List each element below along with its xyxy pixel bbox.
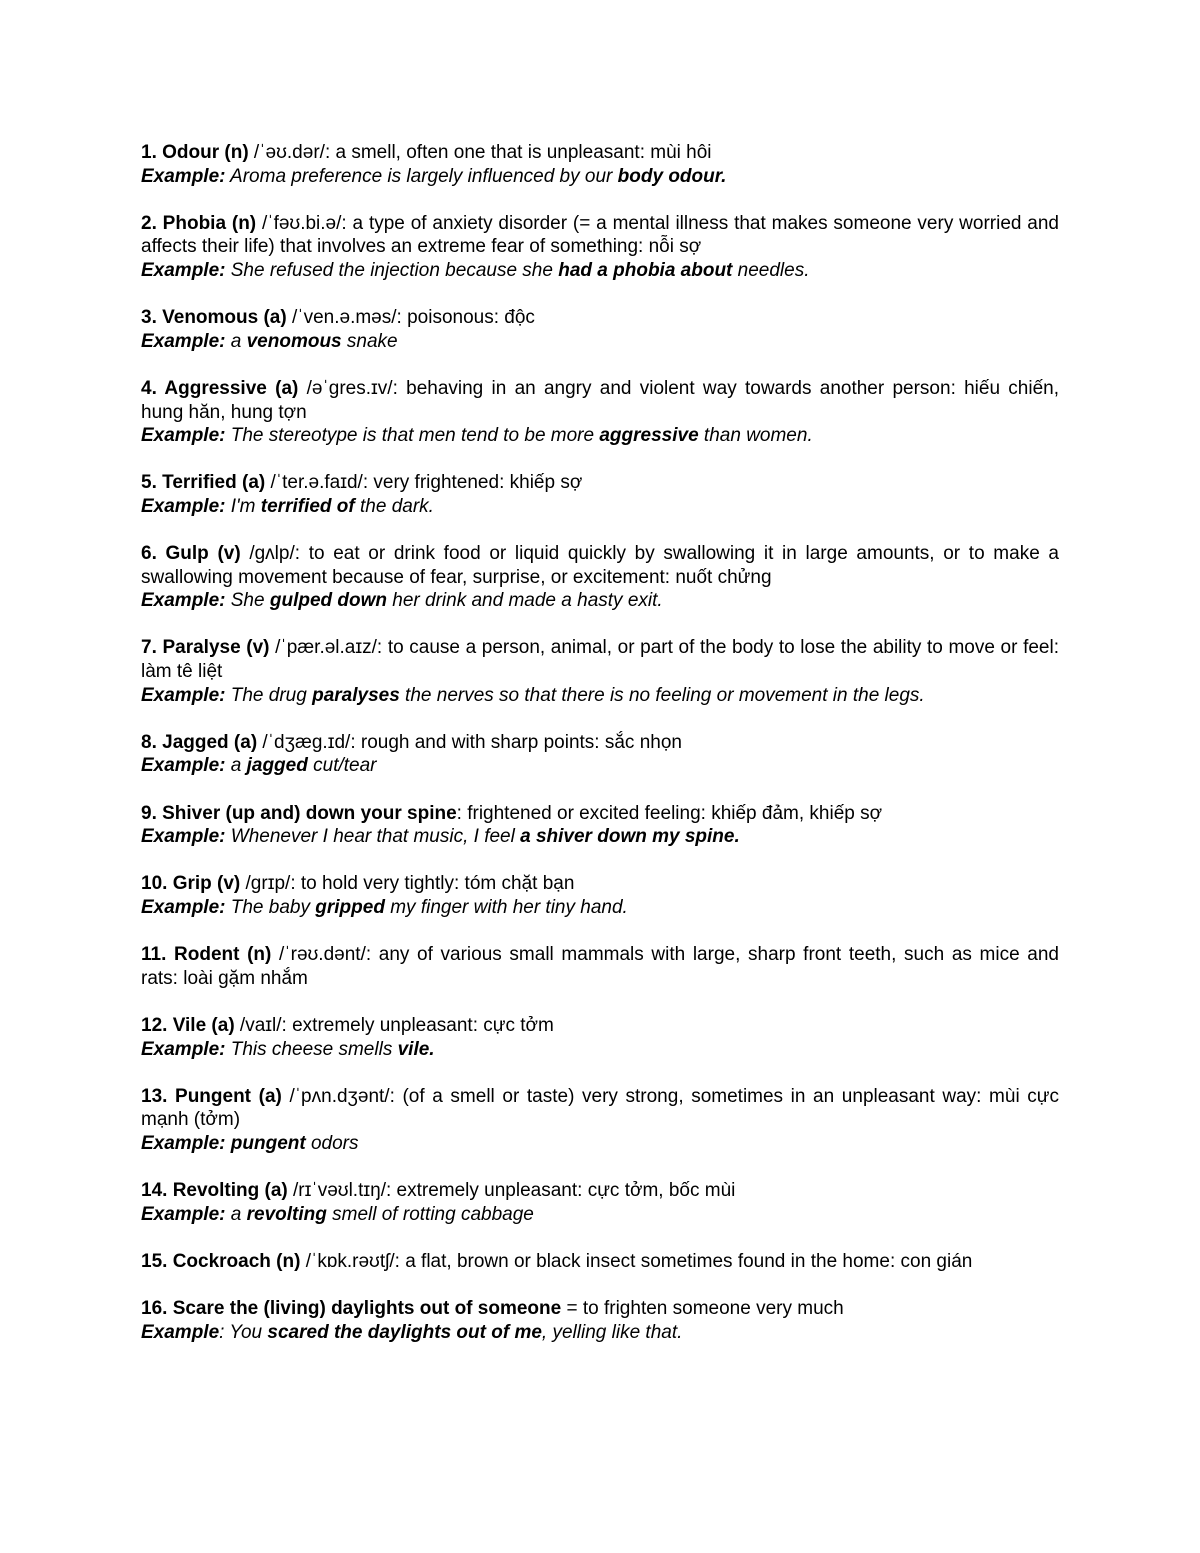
vocab-entry xyxy=(141,306,1059,353)
definition-line xyxy=(141,1014,1059,1038)
vocab-entry xyxy=(141,802,1059,849)
example-label: Example: xyxy=(141,425,226,447)
vocab-entry xyxy=(141,872,1059,919)
example-line xyxy=(141,825,1059,849)
headword: 12. Vile (a) xyxy=(141,1014,235,1036)
example-line xyxy=(141,754,1059,778)
headword: 1. Odour (n) xyxy=(141,142,249,163)
vocab-entry xyxy=(141,731,1059,778)
example-text: the dark. xyxy=(354,495,434,517)
example-text: cut/tear xyxy=(307,755,377,777)
example-label: Example xyxy=(141,1321,220,1343)
definition-line xyxy=(141,636,1059,683)
vocabulary-document xyxy=(141,141,1059,1368)
headword: 9. Shiver (up and) down your spine xyxy=(141,802,457,824)
definition-line xyxy=(141,471,1059,495)
definition: : a smell, often one that is unpleasant: mùi hôi xyxy=(324,142,712,163)
example-highlight: a shiver down my spine. xyxy=(520,826,740,848)
example-label: Example: xyxy=(141,259,226,281)
example-line xyxy=(141,165,1059,189)
example-line xyxy=(141,1203,1059,1227)
vocab-entry xyxy=(141,1297,1059,1344)
example-label: Example: xyxy=(141,330,226,352)
example-line xyxy=(141,684,1059,708)
definition-line xyxy=(141,212,1059,259)
example-highlight: vile. xyxy=(397,1038,435,1060)
definition: : to hold very tightly: tóm chặt bạn xyxy=(290,873,575,895)
example-text: The baby xyxy=(225,897,316,918)
headword: 2. Phobia (n) xyxy=(141,212,257,234)
example-line xyxy=(141,896,1059,920)
pronunciation: /ˈter.ə.faɪd/ xyxy=(265,472,363,494)
definition-line xyxy=(141,377,1059,424)
example-text: Whenever I hear that music, I feel xyxy=(225,826,521,848)
definition: : a flat, brown or black insect sometimes found in the home: con gián xyxy=(394,1250,973,1272)
example-label: Example: xyxy=(141,755,226,777)
example-label: Example: xyxy=(141,165,226,187)
vocab-entry xyxy=(141,471,1059,518)
definition: : extremely unpleasant: cực tởm, bốc mùi xyxy=(385,1180,736,1202)
headword: 6. Gulp (v) xyxy=(141,543,241,565)
example-line xyxy=(141,1038,1059,1062)
example-line xyxy=(141,589,1059,613)
pronunciation: /ˈdʒæɡ.ɪd/ xyxy=(257,731,351,753)
headword: 5. Terrified (a) xyxy=(141,472,266,494)
pronunciation: /ˈpær.əl.aɪz/ xyxy=(269,637,377,659)
example-label: Example: xyxy=(141,1132,226,1154)
vocab-entry xyxy=(141,636,1059,707)
example-text: my finger with her tiny hand. xyxy=(384,897,628,918)
definition: : extremely unpleasant: cực tởm xyxy=(281,1014,554,1036)
example-highlight: venomous xyxy=(246,330,342,352)
example-highlight: paralyses xyxy=(312,684,400,706)
definition: : behaving in an angry and violent way towards another person: hiếu chiến, hung hăn, hung tợn xyxy=(141,377,1059,423)
definition: : a type of anxiety disorder (= a mental illness that makes someone very worried and affects their life) that involves an extreme fear of something: nỗi sợ xyxy=(141,212,1059,258)
example-text: her drink and made a hasty exit. xyxy=(387,590,663,612)
headword: 13. Pungent (a) xyxy=(141,1085,282,1107)
vocab-entry xyxy=(141,377,1059,448)
headword: 14. Revolting (a) xyxy=(141,1180,288,1202)
definition-line xyxy=(141,1179,1059,1203)
definition-line xyxy=(141,872,1059,896)
definition: : to cause a person, animal, or part of the body to lose the ability to move or feel: làm tê liệt xyxy=(141,637,1059,683)
example-highlight: had a phobia about xyxy=(558,259,733,281)
example-text: a xyxy=(225,1203,247,1225)
example-text: Aroma preference is largely influenced by our xyxy=(225,165,618,187)
definition: : poisonous: độc xyxy=(396,307,535,329)
pronunciation: /ɡʌlp/ xyxy=(240,543,295,565)
example-highlight: gulped down xyxy=(269,590,388,612)
example-text: odors xyxy=(305,1132,359,1154)
example-text: This cheese smells xyxy=(225,1038,398,1060)
pronunciation: /ˈpʌn.dʒənt/ xyxy=(281,1085,390,1107)
headword: 3. Venomous (a) xyxy=(141,307,287,329)
pronunciation: /ˈven.ə.məs/ xyxy=(286,307,397,329)
example-text: snake xyxy=(341,330,398,352)
definition: : any of various small mammals with large, sharp front teeth, such as mice and rats: loài gặm nhắm xyxy=(141,944,1059,989)
headword: 7. Paralyse (v) xyxy=(141,637,270,659)
example-line xyxy=(141,495,1059,519)
definition-line xyxy=(141,1297,1059,1321)
example-label: Example: xyxy=(141,590,226,612)
definition-line xyxy=(141,802,1059,826)
headword: 8. Jagged (a) xyxy=(141,731,258,753)
definition-line xyxy=(141,542,1059,589)
example-line xyxy=(141,424,1059,448)
definition-line xyxy=(141,731,1059,755)
example-label: Example: xyxy=(141,826,226,848)
definition-line xyxy=(141,1085,1059,1132)
definition-line xyxy=(141,943,1059,990)
example-label: Example: xyxy=(141,1203,226,1225)
example-label: Example: xyxy=(141,897,226,918)
example-highlight: aggressive xyxy=(599,425,699,447)
pronunciation: /ˈkɒk.rəʊtʃ/ xyxy=(300,1250,395,1272)
example-text: a xyxy=(225,755,247,777)
pronunciation: /rɪˈvəʊl.tɪŋ/ xyxy=(287,1180,386,1202)
pronunciation: /ˈəʊ.dər/ xyxy=(248,142,325,163)
example-text: smell of rotting cabbage xyxy=(326,1203,534,1225)
vocab-entry xyxy=(141,141,1059,188)
definition: = to frighten someone very much xyxy=(561,1298,844,1320)
example-line xyxy=(141,1132,1059,1156)
example-text: the nerves so that there is no feeling or movement in the legs. xyxy=(399,684,925,706)
example-label: Example: xyxy=(141,1038,226,1060)
example-highlight: body odour. xyxy=(617,165,727,187)
example-text: She xyxy=(225,590,270,612)
example-highlight: pungent xyxy=(230,1132,306,1154)
vocab-entry xyxy=(141,212,1059,283)
example-highlight: jagged xyxy=(246,755,308,777)
example-highlight: revolting xyxy=(246,1203,327,1225)
example-text: needles. xyxy=(732,259,810,281)
definition: : very frightened: khiếp sợ xyxy=(362,472,583,494)
definition: : frightened or excited feeling: khiếp đảm, khiếp sợ xyxy=(456,802,883,824)
example-line xyxy=(141,259,1059,283)
headword: 15. Cockroach (n) xyxy=(141,1250,301,1272)
example-label: Example: xyxy=(141,495,226,517)
pronunciation: /ˈfəʊ.bi.ə/ xyxy=(256,212,342,234)
pronunciation: /əˈɡres.ɪv/ xyxy=(298,377,393,399)
headword: 11. Rodent (n) xyxy=(141,944,272,966)
example-text: , yelling like that. xyxy=(541,1321,683,1343)
headword: 10. Grip (v) xyxy=(141,873,241,895)
vocab-entry xyxy=(141,943,1059,990)
example-highlight: scared the daylights out of me xyxy=(267,1321,542,1343)
example-text: I'm xyxy=(225,495,261,517)
definition: : to eat or drink food or liquid quickly by swallowing it in large amounts, or to make a swallowing movement because of fear, surprise, or excitement: nuốt chửng xyxy=(141,543,1059,588)
headword: 4. Aggressive (a) xyxy=(141,377,299,399)
vocab-entry xyxy=(141,1085,1059,1156)
definition-line xyxy=(141,1250,1059,1274)
example-label: Example: xyxy=(141,684,226,706)
definition: : (of a smell or taste) very strong, sometimes in an unpleasant way: mùi cực mạnh (tởm) xyxy=(141,1085,1059,1131)
vocab-entry xyxy=(141,1014,1059,1061)
example-text: The drug xyxy=(225,684,313,706)
vocab-entry xyxy=(141,542,1059,613)
pronunciation: /ˈrəʊ.dənt/ xyxy=(271,944,366,966)
pronunciation: /vaɪl/ xyxy=(234,1014,282,1036)
definition-line xyxy=(141,306,1059,330)
definition-line xyxy=(141,141,1059,165)
example-text: She refused the injection because she xyxy=(225,259,559,281)
headword: 16. Scare the (living) daylights out of someone xyxy=(141,1298,562,1320)
example-text: The stereotype is that men tend to be more xyxy=(225,425,600,447)
example-text: : You xyxy=(219,1321,268,1343)
example-highlight: terrified of xyxy=(260,495,355,517)
example-line xyxy=(141,1321,1059,1345)
vocab-entry xyxy=(141,1250,1059,1274)
example-highlight: gripped xyxy=(315,897,385,918)
example-text: than women. xyxy=(698,425,813,447)
definition: : rough and with sharp points: sắc nhọn xyxy=(350,731,682,753)
pronunciation: /ɡrɪp/ xyxy=(240,873,291,895)
vocab-entry xyxy=(141,1179,1059,1226)
example-line xyxy=(141,330,1059,354)
example-text: a xyxy=(225,330,247,352)
